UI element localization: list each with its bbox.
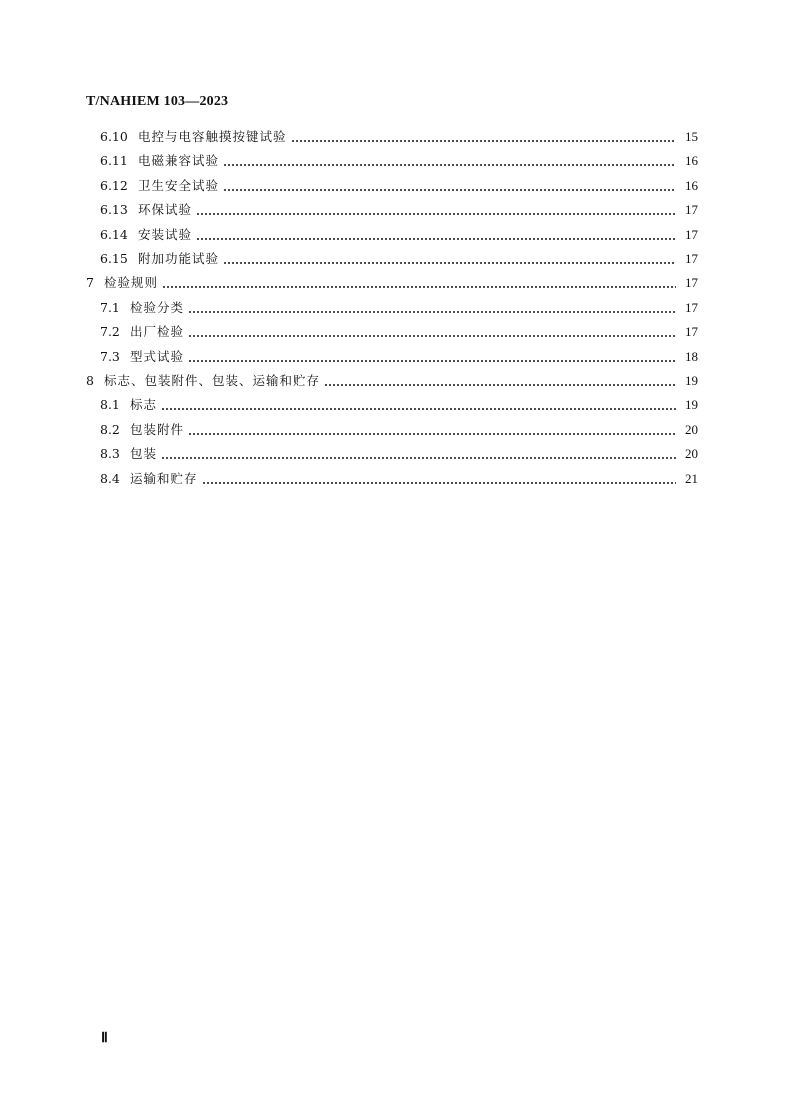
toc-entry[interactable] xyxy=(100,249,698,269)
page-number: Ⅱ xyxy=(101,1031,108,1046)
toc-leader-dots xyxy=(202,482,676,484)
toc-entry-number: 8.4 xyxy=(100,470,120,486)
toc-leader-dots xyxy=(324,384,676,386)
toc-entry-title: 环保试验 xyxy=(138,202,193,218)
toc-leader-dots xyxy=(223,262,676,264)
toc-entry-page: 19 xyxy=(685,397,698,413)
toc-entry-title: 型式试验 xyxy=(130,348,185,364)
toc-entry-title: 标志、包装附件、包装、运输和贮存 xyxy=(104,373,321,388)
toc-entry-number: 6.13 xyxy=(100,202,128,218)
toc-leader-dots xyxy=(161,408,676,410)
toc-entry-title: 安装试验 xyxy=(138,226,193,242)
toc-entry-page: 20 xyxy=(685,421,698,437)
toc-leader-dots xyxy=(196,213,676,215)
toc-entry-page: 15 xyxy=(685,129,698,144)
toc-entry[interactable] xyxy=(100,200,698,220)
toc-leader-dots xyxy=(162,286,676,288)
toc-entry[interactable] xyxy=(100,176,698,196)
toc-entry-title: 包装附件 xyxy=(130,421,185,437)
toc-entry-number: 7.3 xyxy=(100,348,120,364)
toc-entry[interactable] xyxy=(100,444,698,464)
toc-entry-number: 6.14 xyxy=(100,226,128,242)
toc-leader-dots xyxy=(196,238,676,240)
toc-entry[interactable] xyxy=(100,395,698,415)
toc-entry[interactable] xyxy=(100,298,698,318)
toc-leader-dots xyxy=(188,311,676,313)
toc-entry-title: 运输和贮存 xyxy=(130,470,198,486)
toc-entry[interactable] xyxy=(100,469,698,489)
toc-leader-dots xyxy=(188,433,676,435)
toc-entry[interactable] xyxy=(100,127,698,147)
toc-leader-dots xyxy=(291,140,676,142)
toc-entry-number: 6.15 xyxy=(100,251,128,266)
toc-entry-title: 电磁兼容试验 xyxy=(138,153,220,169)
toc-entry-title: 卫生安全试验 xyxy=(138,177,220,193)
toc-entry-title: 出厂检验 xyxy=(130,324,185,340)
toc-entry-title: 包装 xyxy=(130,446,158,462)
toc-entry-number: 7.2 xyxy=(100,324,120,340)
toc-entry-page: 17 xyxy=(685,251,698,266)
toc-entry[interactable] xyxy=(100,225,698,245)
toc-entry-number: 6.12 xyxy=(100,177,128,193)
toc-entry[interactable] xyxy=(100,420,698,440)
toc-leader-dots xyxy=(161,457,676,459)
toc-entry-page: 17 xyxy=(685,324,698,340)
toc-leader-dots xyxy=(223,164,676,166)
toc-leader-dots xyxy=(188,360,676,362)
toc-leader-dots xyxy=(188,335,676,337)
toc-entry-number: 8 xyxy=(86,373,94,388)
toc-entry-page: 17 xyxy=(685,202,698,218)
toc-entry-page: 20 xyxy=(685,446,698,462)
toc-entry-page: 17 xyxy=(685,275,698,291)
toc-entry[interactable] xyxy=(86,273,698,293)
toc-entry[interactable] xyxy=(100,151,698,171)
toc-entry-number: 8.1 xyxy=(100,397,120,413)
toc-entry-number: 8.3 xyxy=(100,446,120,462)
toc-entry[interactable] xyxy=(100,347,698,367)
toc-entry-page: 16 xyxy=(685,153,698,169)
toc-entry-page: 16 xyxy=(685,177,698,193)
toc-leader-dots xyxy=(223,189,676,191)
toc-entry-number: 6.11 xyxy=(100,153,128,169)
toc-entry-page: 21 xyxy=(685,470,698,486)
toc-entry-number: 8.2 xyxy=(100,421,120,437)
toc-entry-page: 18 xyxy=(685,348,698,364)
toc-entry-number: 7.1 xyxy=(100,299,120,315)
toc-entry[interactable] xyxy=(100,322,698,342)
toc-entry-page: 17 xyxy=(685,299,698,315)
document-code: T/NAHIEM 103—2023 xyxy=(86,94,229,109)
toc-entry-title: 附加功能试验 xyxy=(138,251,220,266)
toc-entry-page: 17 xyxy=(685,226,698,242)
toc-entry-title: 检验规则 xyxy=(104,275,159,291)
toc-entry-number: 7 xyxy=(86,275,94,291)
toc-entry-title: 标志 xyxy=(130,397,158,413)
toc-entry[interactable] xyxy=(86,371,698,391)
toc-entry-number: 6.10 xyxy=(100,129,128,144)
toc-entry-page: 19 xyxy=(685,373,698,388)
toc-entry-title: 检验分类 xyxy=(130,299,185,315)
toc-entry-title: 电控与电容触摸按键试验 xyxy=(138,129,287,144)
